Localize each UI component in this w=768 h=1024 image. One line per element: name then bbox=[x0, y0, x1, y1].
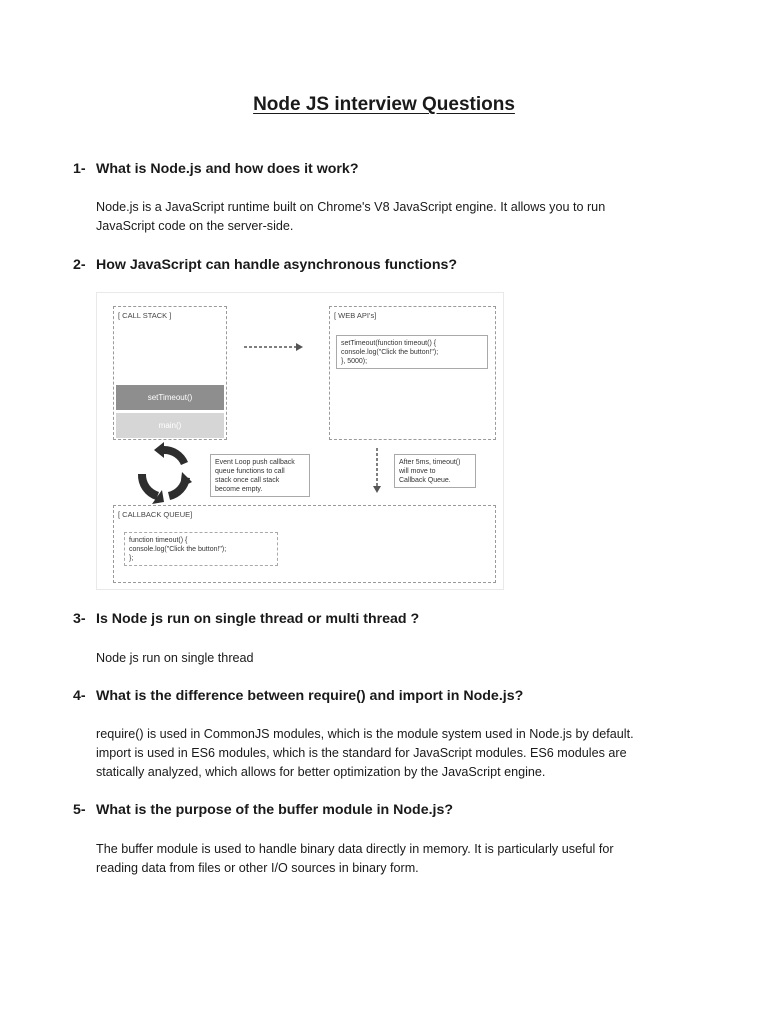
arrow-right-icon bbox=[244, 342, 304, 352]
arrow-down-icon bbox=[372, 448, 382, 494]
event-loop-diagram bbox=[96, 292, 504, 590]
call-stack-label: [ CALL STACK ] bbox=[118, 311, 172, 320]
question-number: 5- bbox=[73, 802, 86, 818]
question-text: What is the difference between require() and import in Node.js? bbox=[96, 688, 524, 704]
answer-5: The buffer module is used to handle binary data directly in memory. It is particularly useful for reading data from files or other I/O sources in binary form. bbox=[96, 842, 614, 875]
question-number: 1- bbox=[73, 161, 86, 177]
question-2 bbox=[73, 257, 457, 273]
question-text: How JavaScript can handle asynchronous functions? bbox=[96, 257, 458, 273]
web-apis-label: [ WEB API's] bbox=[334, 311, 377, 320]
stack-item-main: main() bbox=[116, 413, 224, 438]
callback-queue-code: function timeout() { console.log("Click the button!"); }; bbox=[124, 532, 278, 566]
question-4 bbox=[73, 688, 523, 704]
question-text: What is Node.js and how does it work? bbox=[96, 161, 359, 177]
document-title: Node JS interview Questions bbox=[253, 94, 515, 115]
question-1 bbox=[73, 161, 359, 177]
event-loop-note: Event Loop push callback queue functions to call stack once call stack become empty. bbox=[210, 454, 310, 497]
question-3 bbox=[73, 611, 419, 627]
event-loop-cycle-icon bbox=[134, 442, 194, 504]
web-api-code: setTimeout(function timeout() { console.log("Click the button!"); }, 5000); bbox=[336, 335, 488, 369]
question-5 bbox=[73, 802, 453, 818]
question-text: Is Node js run on single thread or multi thread ? bbox=[96, 611, 420, 627]
stack-item-settimeout: setTimeout() bbox=[116, 385, 224, 410]
callback-queue-label: [ CALLBACK QUEUE] bbox=[118, 510, 193, 519]
call-stack-box bbox=[113, 306, 227, 440]
answer-3: Node js run on single thread bbox=[96, 651, 254, 665]
web-apis-box bbox=[329, 306, 496, 440]
answer-1: Node.js is a JavaScript runtime built on Chrome's V8 JavaScript engine. It allows you to run JavaScript code on the server-side. bbox=[96, 200, 606, 233]
question-number: 2- bbox=[73, 257, 86, 273]
question-number: 3- bbox=[73, 611, 86, 627]
callback-queue-box bbox=[113, 505, 496, 583]
timeout-note: After 5ms, timeout() will move to Callback Queue. bbox=[394, 454, 476, 488]
answer-4: require() is used in CommonJS modules, which is the module system used in Node.js by default. import is used in ES6 modules, which is the standard for JavaScript modules. ES6 modules are statically analyzed, which allows for better optimization by the JavaScript engine. bbox=[96, 727, 634, 779]
question-number: 4- bbox=[73, 688, 86, 704]
question-text: What is the purpose of the buffer module in Node.js? bbox=[96, 802, 454, 818]
